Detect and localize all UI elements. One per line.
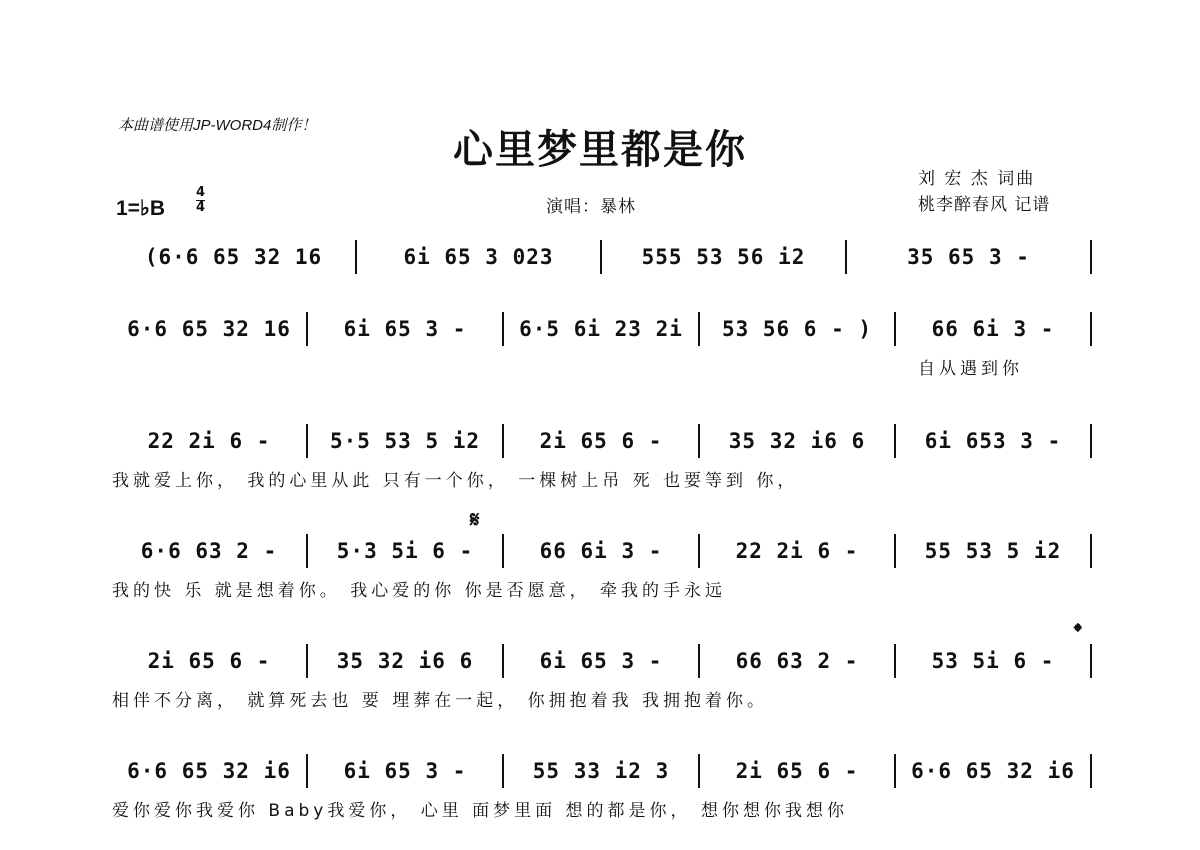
score-measures xyxy=(112,534,1092,568)
score-row xyxy=(112,240,1092,274)
measure: 6·6 63 2 - xyxy=(112,534,308,568)
lyrics-line: 相伴不分离， 就算死去也 要 埋葬在一起， 你拥抱着我 我拥抱着你。 xyxy=(112,691,769,711)
measure: 6·6 65 32 i6 xyxy=(896,754,1092,788)
song-title: 心里梦里都是你 xyxy=(453,127,747,173)
score-row xyxy=(112,754,1092,821)
measure: 66 6i 3 - xyxy=(504,534,700,568)
measure: 6·6 65 32 i6 xyxy=(112,754,308,788)
measure: 5·5 53 5 i2 xyxy=(308,424,504,458)
measure: 35 32 i6 6 xyxy=(308,644,504,678)
measure: 22 2i 6 - xyxy=(112,424,308,458)
time-signature xyxy=(196,186,205,214)
singer-credit: 演唱：暴林 xyxy=(546,197,636,217)
measure: 6i 653 3 - xyxy=(896,424,1092,458)
time-bottom: 4 xyxy=(196,200,206,215)
score-measures xyxy=(112,644,1092,678)
score-measures xyxy=(112,240,1092,274)
measure: 35 65 3 - xyxy=(847,240,1092,274)
measure: 6·6 65 32 16 xyxy=(112,312,308,346)
measure: (6·6 65 32 16 xyxy=(112,240,357,274)
score-measures xyxy=(112,312,1092,346)
score-row xyxy=(112,424,1092,491)
measure: 2i 65 6 - xyxy=(700,754,896,788)
lyrics-line: 我的快 乐 就是想着你。 我心爱的你 你是否愿意， 牵我的手永远 xyxy=(112,581,727,601)
lyrics-line: 自从遇到你 xyxy=(918,359,1023,379)
lyrics-line: 我就爱上你， 我的心里从此 只有一个你， 一棵树上吊 死 也要等到 你， xyxy=(112,471,799,491)
lyrics-line: 爱你爱你我爱你 Baby我爱你， 心里 面梦里面 想的都是你， 想你想你我想你 xyxy=(112,801,848,821)
score-row xyxy=(112,620,1092,711)
measure: 35 32 i6 6 xyxy=(700,424,896,458)
measure: 53 5i 6 - xyxy=(896,644,1092,678)
measure: 6i 65 3 023 xyxy=(357,240,602,274)
key-signature: 1=♭B xyxy=(116,197,166,220)
measure: 55 53 5 i2 xyxy=(896,534,1092,568)
transcriber-credit: 桃李醉春风 记谱 xyxy=(918,195,1051,215)
measure: 6i 65 3 - xyxy=(308,754,504,788)
measure: 6i 65 3 - xyxy=(504,644,700,678)
time-top: 4 xyxy=(196,185,206,200)
measure: 2i 65 6 - xyxy=(504,424,700,458)
measure: 66 6i 3 - xyxy=(896,312,1092,346)
measure: 55 33 i2 3 xyxy=(504,754,700,788)
measure: 6i 65 3 - xyxy=(308,312,504,346)
score-measures xyxy=(112,754,1092,788)
measure: 53 56 6 - ) xyxy=(700,312,896,346)
score-row xyxy=(112,508,1092,601)
measure: 6·5 6i 23 2i xyxy=(504,312,700,346)
measure: 22 2i 6 - xyxy=(700,534,896,568)
software-credit: 本曲谱使用JP-WORD4制作！ xyxy=(118,117,317,134)
score-measures xyxy=(112,424,1092,458)
measure: 5·3 5i 6 - xyxy=(308,534,504,568)
coda-sign: 𝄌 xyxy=(1074,620,1082,645)
composer-credit: 刘 宏 杰 词曲 xyxy=(918,169,1036,189)
measure: 2i 65 6 - xyxy=(112,644,308,678)
measure: 66 63 2 - xyxy=(700,644,896,678)
segno-sign: 𝄋 xyxy=(470,508,480,533)
score-row xyxy=(112,312,1092,379)
measure: 555 53 56 i2 xyxy=(602,240,847,274)
